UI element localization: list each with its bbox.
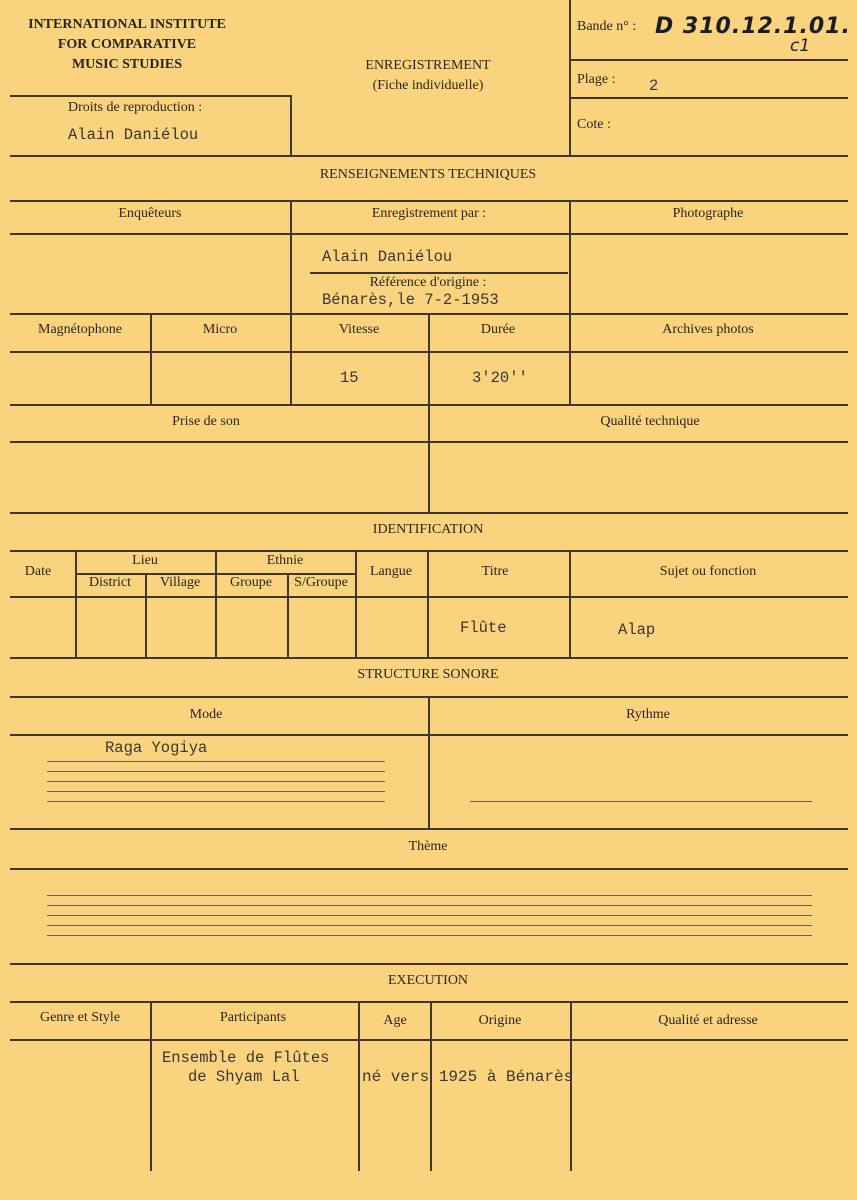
institute-name-line: MUSIC STUDIES <box>71 57 183 72</box>
writing-line <box>47 915 812 916</box>
ethnie-header: Ethnie <box>266 553 304 568</box>
writing-line <box>47 791 385 792</box>
participants-header: Participants <box>219 1010 287 1025</box>
divider-line <box>10 1039 848 1041</box>
divider-line <box>428 313 430 404</box>
divider-line <box>215 550 217 657</box>
writing-line <box>47 905 812 906</box>
date-header: Date <box>24 564 52 579</box>
writing-line <box>47 761 385 762</box>
divider-line <box>75 550 77 657</box>
divider-line <box>150 313 152 404</box>
duree-header: Durée <box>480 322 516 337</box>
titre-header: Titre <box>481 564 509 579</box>
participants-value: Ensemble de Flûtes <box>162 1049 330 1067</box>
divider-line <box>570 1001 572 1171</box>
divider-line <box>569 0 571 155</box>
section-heading-technical: RENSEIGNEMENTS TECHNIQUES <box>319 167 537 182</box>
age-header: Age <box>383 1013 407 1028</box>
cote-label: Cote : <box>577 117 611 132</box>
divider-line <box>10 512 848 514</box>
rights-label: Droits de reproduction : <box>68 100 203 115</box>
divider-line <box>428 404 430 512</box>
institute-name <box>12 15 242 75</box>
divider-line <box>430 1001 432 1171</box>
magnetophone-header: Magnétophone <box>38 322 122 337</box>
institute-name-line: INTERNATIONAL INSTITUTE <box>28 17 226 32</box>
qualite-adresse-header: Qualité et adresse <box>658 1013 758 1028</box>
archives-photos-header: Archives photos <box>662 322 754 337</box>
plage-value: 2 <box>649 77 659 95</box>
origine-value: né vers 1925 à Bénarès <box>362 1068 574 1086</box>
bande-label: Bande n° : <box>577 19 637 34</box>
vitesse-value: 15 <box>340 369 359 387</box>
divider-line <box>10 155 848 157</box>
origine-header: Origine <box>478 1013 522 1028</box>
divider-line <box>428 696 430 828</box>
sujet-value: Alap <box>618 621 656 639</box>
divider-line <box>290 313 292 404</box>
divider-line <box>10 233 848 235</box>
mode-value: Raga Yogiya <box>105 739 208 757</box>
recorded-by-label: Enregistrement par : <box>371 206 487 221</box>
bande-note-handwritten: c1 <box>790 36 811 56</box>
theme-label: Thème <box>408 839 448 854</box>
titre-value: Flûte <box>460 619 507 637</box>
enqueteurs-label: Enquêteurs <box>118 206 182 221</box>
section-heading-execution: EXECUTION <box>387 973 469 988</box>
section-heading-identification: IDENTIFICATION <box>372 522 484 537</box>
duree-value: 3'20'' <box>472 369 528 387</box>
rythme-label: Rythme <box>626 707 670 722</box>
institute-name-line: FOR COMPARATIVE <box>57 37 197 52</box>
divider-line <box>290 200 292 313</box>
origin-reference-value: Bénarès,le 7-2-1953 <box>322 291 499 309</box>
divider-line <box>569 200 571 313</box>
divider-line <box>10 963 848 965</box>
divider-line <box>150 1001 152 1171</box>
divider-line <box>10 95 290 97</box>
divider-line <box>569 59 848 61</box>
plage-label: Plage : <box>577 72 616 87</box>
divider-line <box>569 550 571 657</box>
divider-line <box>290 95 292 155</box>
sous-groupe-header: S/Groupe <box>294 575 348 590</box>
form-title: ENREGISTREMENT <box>365 58 491 73</box>
writing-line <box>47 895 812 896</box>
divider-line <box>10 828 848 830</box>
divider-line <box>427 550 429 657</box>
writing-line <box>47 781 385 782</box>
genre-style-header: Genre et Style <box>39 1010 121 1025</box>
divider-line <box>10 200 848 202</box>
writing-line <box>47 801 385 802</box>
mode-label: Mode <box>189 707 223 722</box>
divider-line <box>10 657 848 659</box>
sujet-header: Sujet ou fonction <box>659 564 757 579</box>
village-header: Village <box>159 575 201 590</box>
langue-header: Langue <box>370 564 412 579</box>
origin-reference-label: Référence d'origine : <box>369 275 487 290</box>
district-header: District <box>89 575 131 590</box>
bande-number-handwritten: D 310.12.1.01. <box>655 14 851 39</box>
recorded-by-value: Alain Daniélou <box>322 248 453 266</box>
divider-line <box>569 97 848 99</box>
groupe-header: Groupe <box>230 575 272 590</box>
divider-line <box>10 596 848 598</box>
divider-line <box>569 313 571 404</box>
qualite-technique-label: Qualité technique <box>600 414 700 429</box>
participants-value: de Shyam Lal <box>188 1068 300 1086</box>
divider-line <box>10 1001 848 1003</box>
rights-value: Alain Daniélou <box>68 126 199 144</box>
prise-de-son-label: Prise de son <box>172 414 240 429</box>
photographer-label: Photographe <box>672 206 744 221</box>
form-subtitle: (Fiche individuelle) <box>372 78 484 93</box>
lieu-header: Lieu <box>132 553 158 568</box>
writing-line <box>47 771 385 772</box>
writing-line <box>47 925 812 926</box>
writing-line <box>47 935 812 936</box>
divider-line <box>10 868 848 870</box>
writing-line <box>470 801 812 802</box>
section-heading-structure: STRUCTURE SONORE <box>357 667 499 682</box>
micro-header: Micro <box>202 322 238 337</box>
vitesse-header: Vitesse <box>338 322 380 337</box>
